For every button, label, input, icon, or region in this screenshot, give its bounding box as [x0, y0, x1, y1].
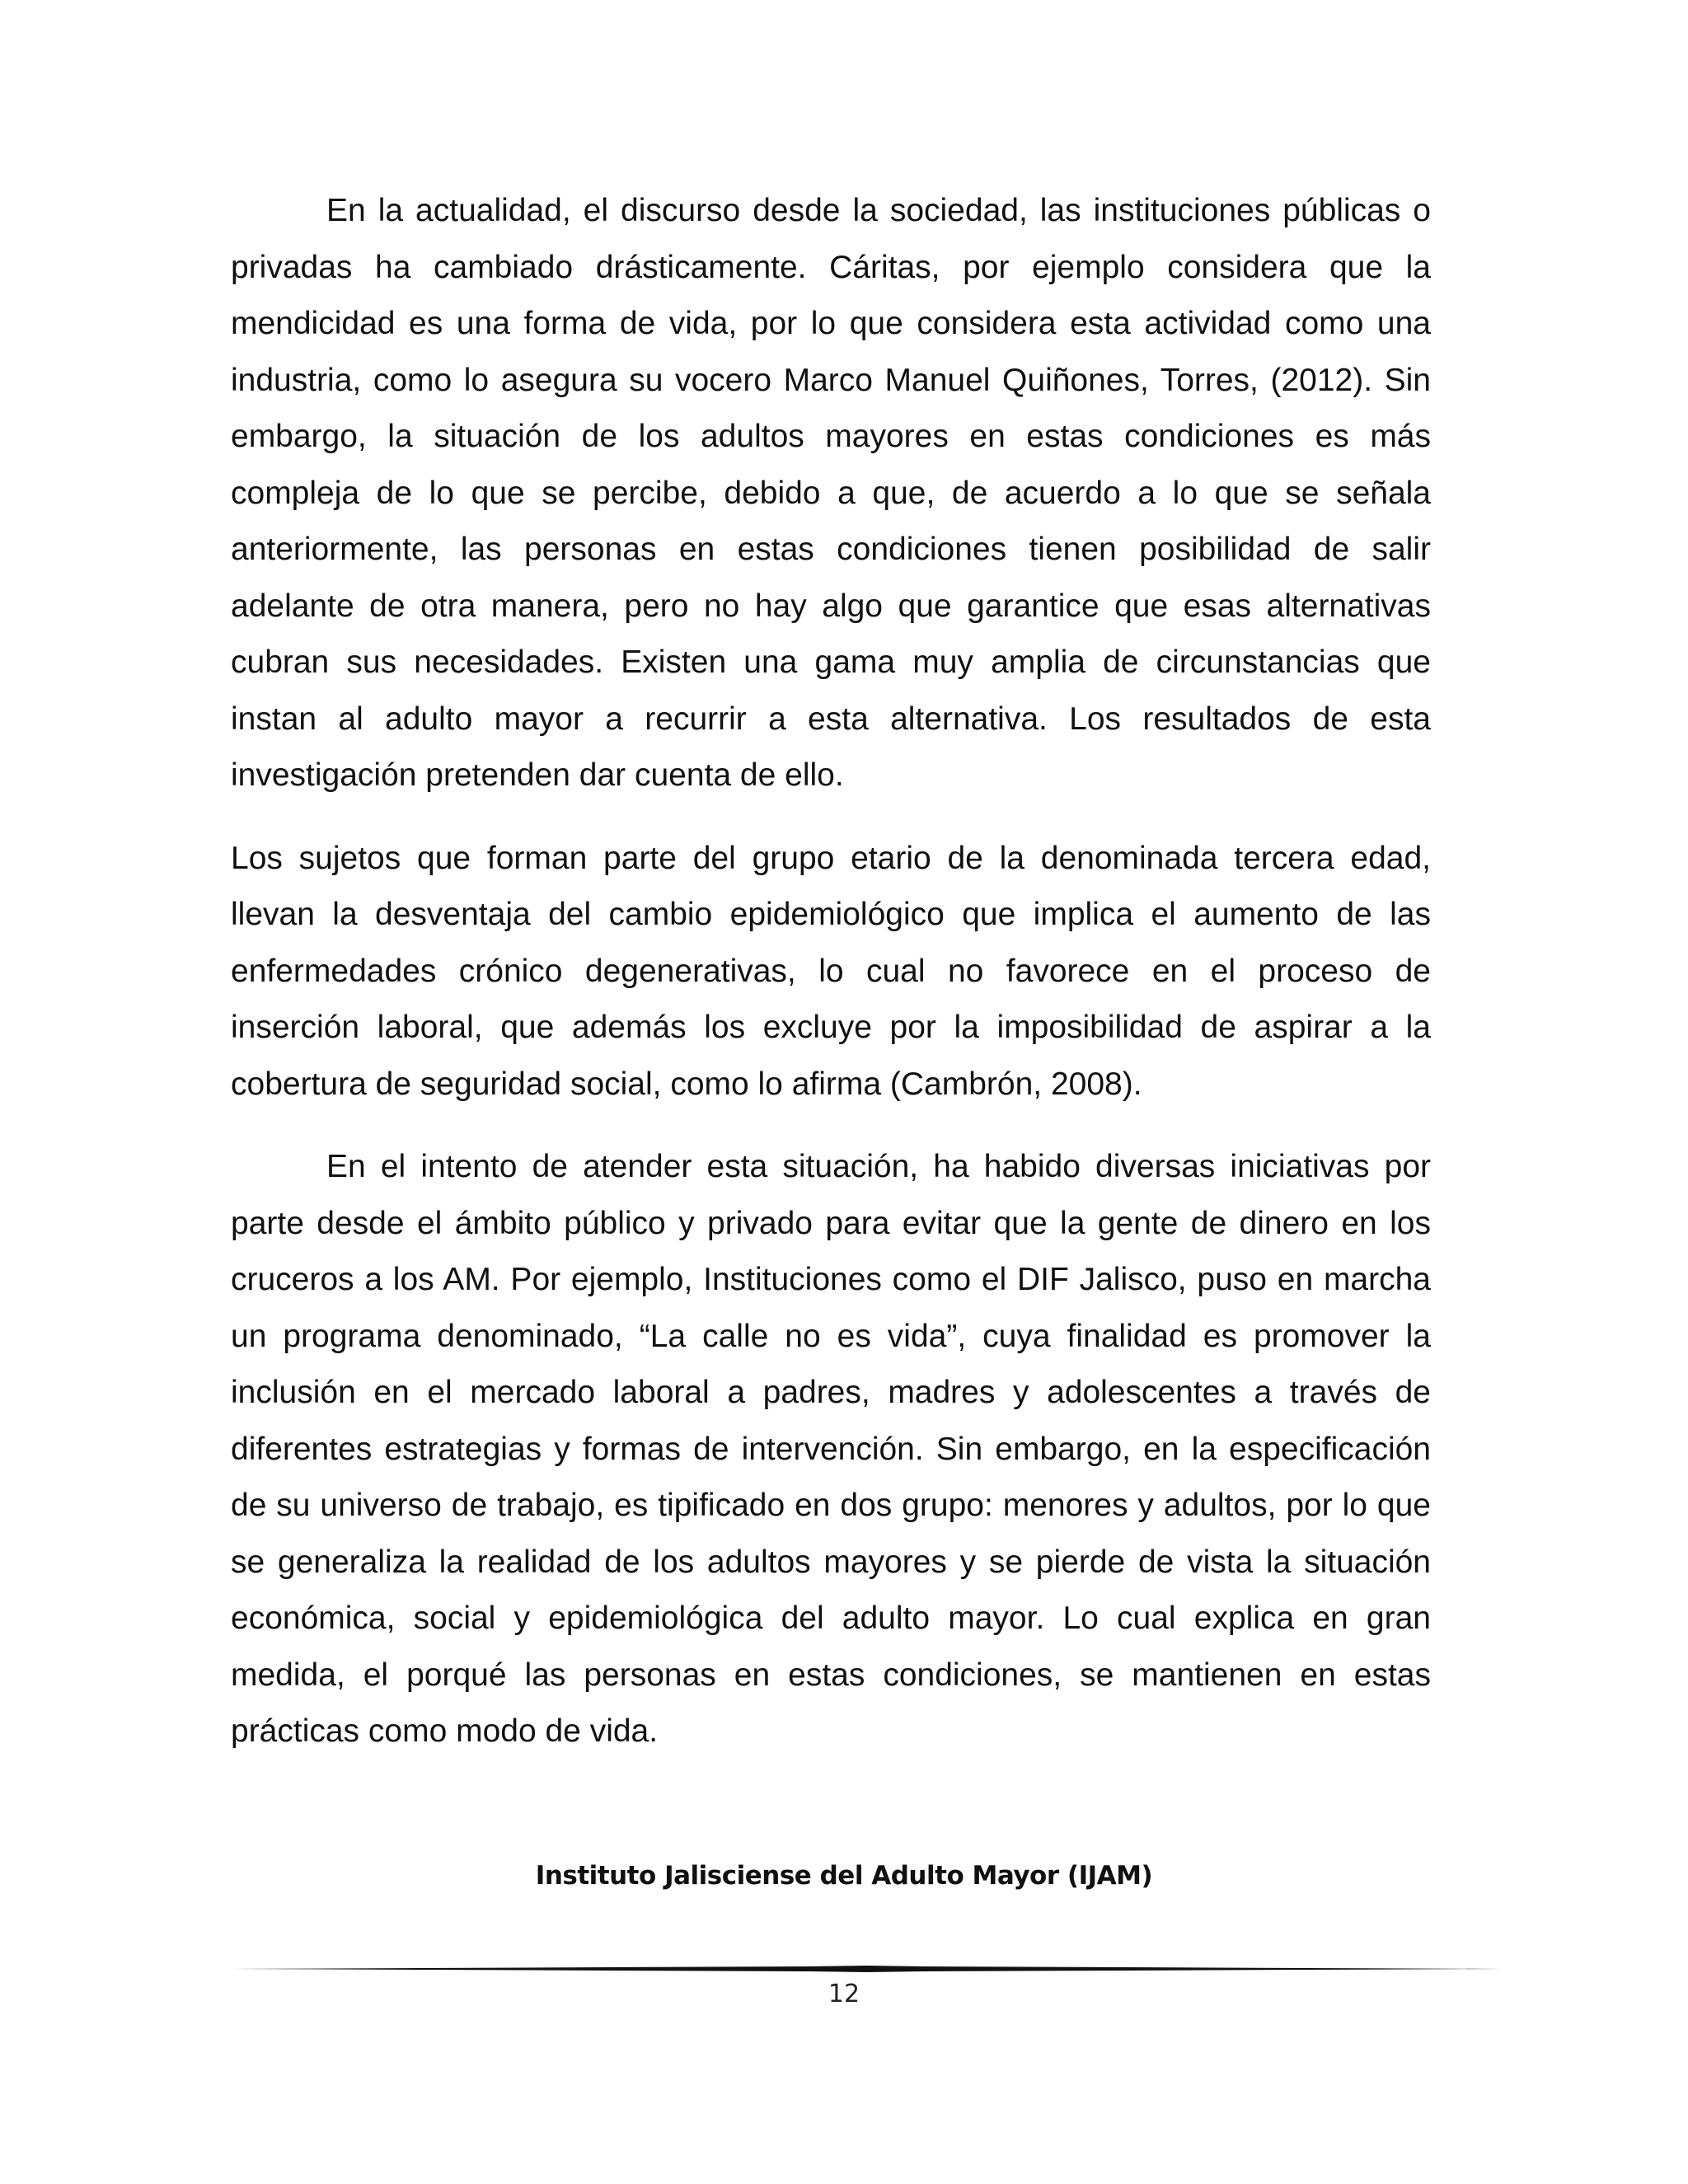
- paragraph-3: En el intento de atender esta situación, ha habido diversas iniciativas por parte desde el ámbito público y privado para evitar que la gente de dinero en los cruceros a los AM. Por ejemplo, Instituciones como el DIF Jalisco, puso en marcha un programa denominado, “La calle no es vida”, cuya finalidad es promover la inclusión en el mercado laboral a padres, madres y adolescentes a través de diferentes estrategias y formas de intervención. Sin embargo, en la especificación de su universo de trabajo, es tipificado en dos grupo: menores y adultos, por lo que se generaliza la realidad de los adultos mayores y se pierde de vista la situación económica, social y epidemiológica del adulto mayor. Lo cual explica en gran medida, el porqué las personas en estas condiciones, se mantienen en estas prácticas como modo de vida.: [231, 1149, 1431, 1749]
- paragraph-1: En la actualidad, el discurso desde la sociedad, las instituciones públicas o privadas ha cambiado drásticamente. Cáritas, por ejemplo considera que la mendicidad es una forma de vida, por lo que considera esta actividad como una industria, como lo asegura su vocero Marco Manuel Quiñones, Torres, (2012). Sin embargo, la situación de los adultos mayores en estas condiciones es más compleja de lo que se percibe, debido a que, de acuerdo a lo que se señala anteriormente, las personas en estas condiciones tienen posibilidad de salir adelante de otra manera, pero no hay algo que garantice que esas alternativas cubran sus necesidades. Existen una gama muy amplia de circunstancias que instan al adulto mayor a recurrir a esta alternativa. Los resultados de esta investigación pretenden dar cuenta de ello.: [231, 193, 1431, 793]
- page-number: 12: [828, 1980, 860, 2008]
- footer-rule: [231, 1960, 1502, 1978]
- body-text: [231, 183, 1431, 1760]
- footer-institution: Instituto Jalisciense del Adulto Mayor (IJAM): [535, 1861, 1153, 1891]
- paragraph-2: Los sujetos que forman parte del grupo etario de la denominada tercera edad, llevan la desventaja del cambio epidemiológico que implica el aumento de las enfermedades crónico degenerativas, lo cual no favorece en el proceso de inserción laboral, que además los excluye por la imposibilidad de aspirar a la cobertura de seguridad social, como lo afirma (Cambrón, 2008).: [231, 840, 1431, 1102]
